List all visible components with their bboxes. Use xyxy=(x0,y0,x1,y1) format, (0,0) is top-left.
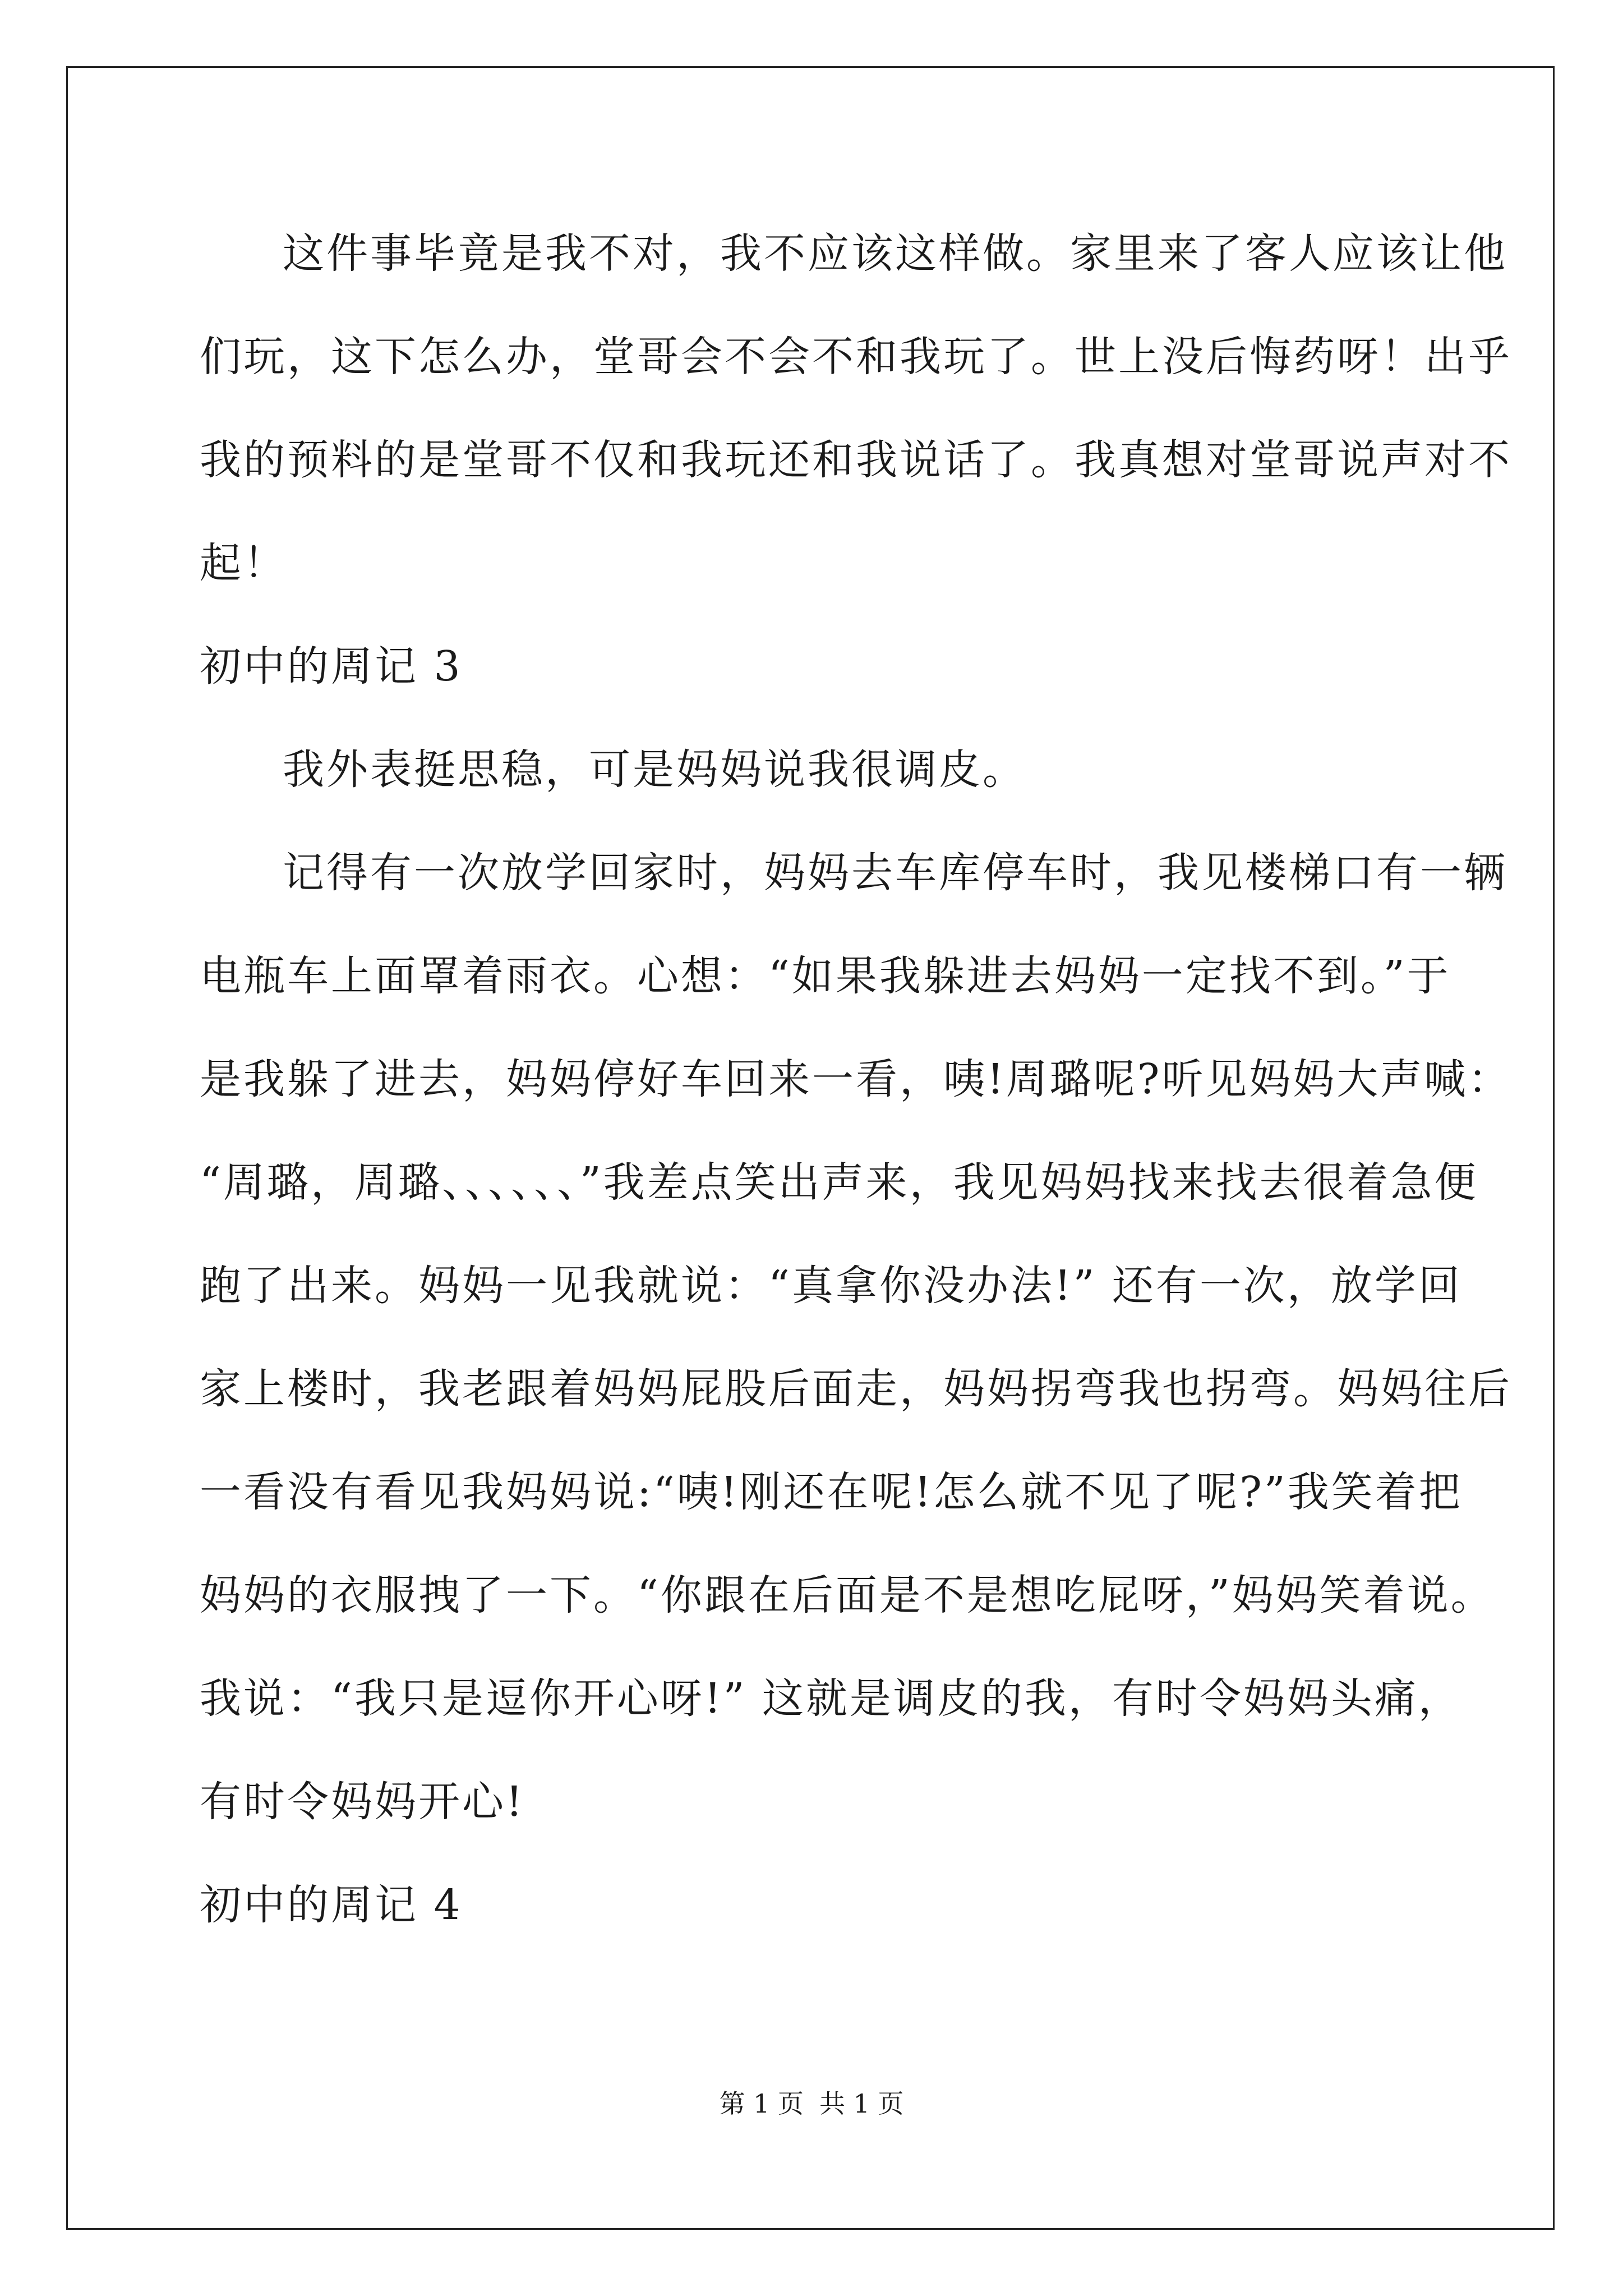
page-footer xyxy=(0,2087,1623,2120)
section-heading: 初中的周记 4 xyxy=(200,1881,463,1929)
paragraph-line: 这件事毕竟是我不对，我不应该这样做。家里来了客人应该让他 xyxy=(283,229,1507,278)
paragraph-line: 是我躲了进去，妈妈停好车回来一看，咦!周璐呢?听见妈妈大声喊： xyxy=(200,1055,1512,1103)
paragraph-line: “周璐，周璐、、、、、、”我差点笑出声来，我见妈妈找来找去很着急便 xyxy=(200,1158,1478,1207)
page-count: 共 1 页 xyxy=(819,2088,904,2119)
paragraph-line: 一看没有看见我妈妈说:“咦!刚还在呢!怎么就不见了呢?”我笑着把 xyxy=(200,1468,1463,1516)
page-number: 第 1 页 xyxy=(719,2088,804,2119)
paragraph-line: 记得有一次放学回家时，妈妈去车库停车时，我见楼梯口有一辆 xyxy=(283,849,1507,897)
paragraph-line: 们玩，这下怎么办，堂哥会不会不和我玩了。世上没后悔药呀！出乎 xyxy=(200,333,1512,381)
paragraph-line: 我的预料的是堂哥不仅和我玩还和我说话了。我真想对堂哥说声对不 xyxy=(200,436,1512,484)
paragraph-line: 跑了出来。妈妈一见我就说：“真拿你没办法!” 还有一次，放学回 xyxy=(200,1262,1462,1310)
paragraph-line: 我说：“我只是逗你开心呀!” 这就是调皮的我，有时令妈妈头痛， xyxy=(200,1674,1462,1723)
paragraph-line: 电瓶车上面罩着雨衣。心想：“如果我躲进去妈妈一定找不到。”于 xyxy=(200,952,1451,1000)
paragraph-line: 起！ xyxy=(200,539,287,587)
paragraph-line: 家上楼时，我老跟着妈妈屁股后面走，妈妈拐弯我也拐弯。妈妈往后 xyxy=(200,1365,1512,1413)
paragraph-line: 我外表挺思稳，可是妈妈说我很调皮。 xyxy=(283,746,1026,794)
paragraph-line: 有时令妈妈开心! xyxy=(200,1778,525,1826)
paragraph-line: 妈妈的衣服拽了一下。“你跟在后面是不是想吃屁呀，”妈妈笑着说。 xyxy=(200,1571,1495,1619)
section-heading: 初中的周记 3 xyxy=(200,642,463,691)
